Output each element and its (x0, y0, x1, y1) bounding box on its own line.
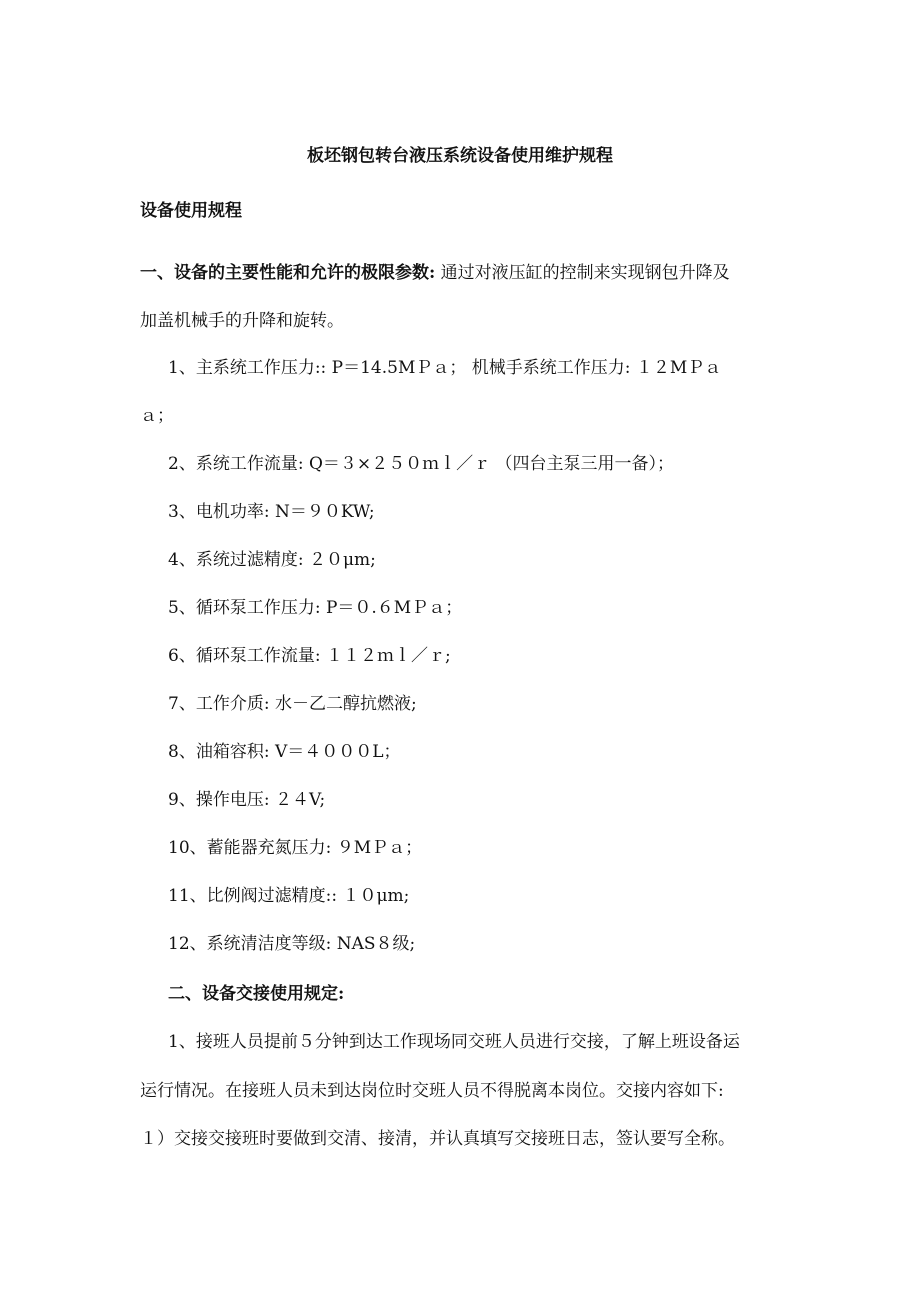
section-heading: 设备使用规程 (140, 201, 242, 221)
part1-paragraph-line1 (140, 262, 810, 284)
param-item-8: 8、油箱容积: V＝４０００L； (168, 742, 401, 762)
param-item-6: 6、循环泵工作流量: １１２ｍｌ／ｒ; (168, 646, 451, 666)
param-item-12: 12、系统清洁度等级: NAS８级; (168, 934, 416, 954)
param-item-5: 5、循环泵工作压力: P＝０.６MＰａ； (168, 598, 463, 618)
param-item-10: 10、蓄能器充氮压力: ９MＰａ； (168, 838, 423, 858)
part2-paragraph1-line2: 运行情况。在接班人员未到达岗位时交班人员不得脱离本岗位。交接内容如下: (140, 1081, 724, 1101)
part1-text-line1: 通过对液压缸的控制来实现钢包升降及 (435, 263, 730, 283)
param-item-2: 2、系统工作流量: Q＝３×２５０ｍｌ／ｒ （四台主泵三用一备）； (168, 454, 675, 474)
param-item-4: 4、系统过滤精度: ２０μm; (168, 550, 376, 570)
part2-paragraph1-line1: 1、接班人员提前５分钟到达工作现场同交班人员进行交接，了解上班设备运 (168, 1032, 740, 1052)
param-item-11: 11、比例阀过滤精度:: １０μm; (168, 886, 410, 906)
param-item-3: 3、电机功率: N＝９０KW; (168, 502, 375, 522)
part2-heading: 二、设备交接使用规定: (168, 984, 345, 1004)
param-item-1-cont: ａ； (140, 406, 174, 426)
param-item-9: 9、操作电压: ２４V; (168, 790, 326, 810)
part1-heading: 一、设备的主要性能和允许的极限参数: (140, 263, 436, 283)
param-item-1: 1、主系统工作压力:: P＝14.5MＰａ； 机械手系统工作压力: １２MＰａ (168, 358, 722, 378)
param-item-7: 7、工作介质: 水－乙二醇抗燃液; (168, 694, 417, 714)
part2-paragraph2-line1: １）交接交接班时要做到交清、接清，并认真填写交接班日志，签认要写全称。 (140, 1129, 735, 1149)
part1-text-line2: 加盖机械手的升降和旋转。 (140, 311, 344, 331)
document-title: 板坯钢包转台液压系统设备使用维护规程 (307, 146, 613, 166)
